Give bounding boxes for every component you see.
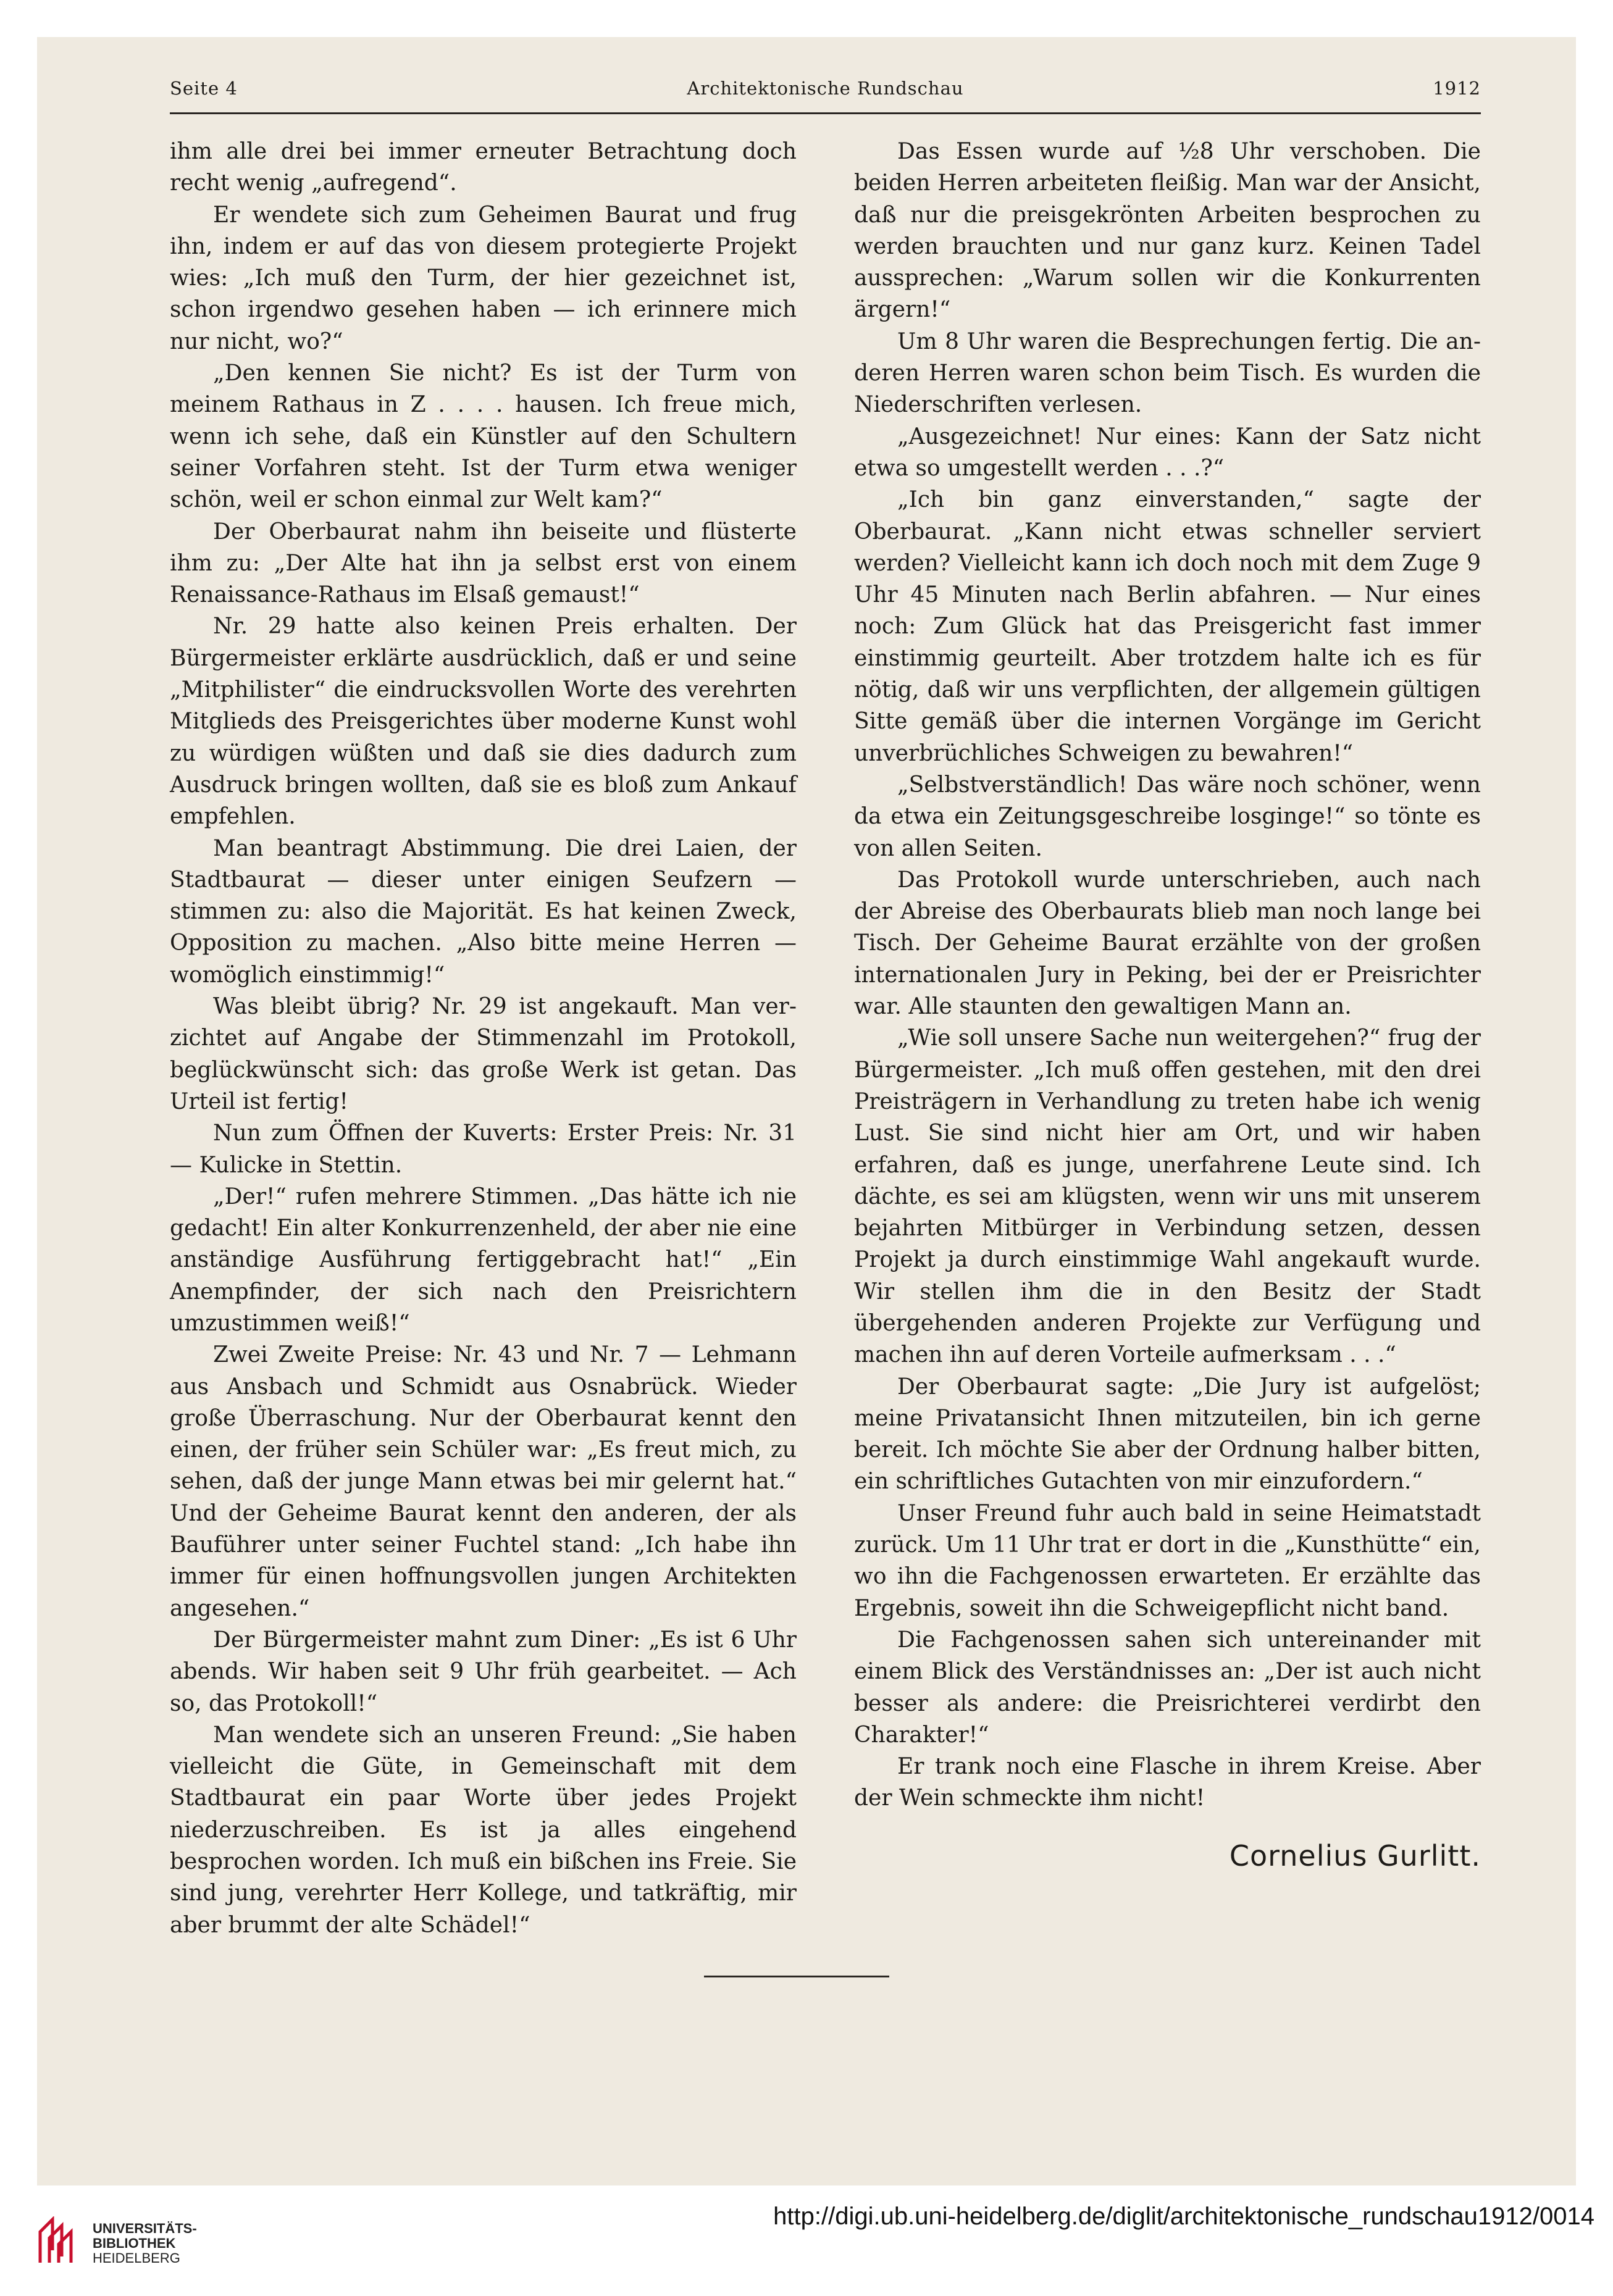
paragraph: „Der!“ rufen mehrere Stimmen. „Das hätte ich nie gedacht! Ein alter Konkurrenzenheld, der aber nie eine anständige Ausführung fertiggebracht hat!“ „Ein Anempfinder, der sich nach den Preisrichtern umzustimmen weiß!“ [170, 1183, 797, 1336]
library-line-1: UNIVERSITÄTS- [93, 2221, 197, 2236]
paragraph: Das Protokoll wurde unterschrieben, auch nach der Abreise des Oberbaurats blieb man noch lange bei Tisch. Der Geheime Baurat erzählte von der großen internationalen Jury in Peking, bei der er Preisrichter war. Alle staunten den gewaltigen Mann an. [854, 867, 1481, 1020]
paragraph: ihm alle drei bei immer erneuter Betrachtung doch recht wenig „aufregend“. [170, 139, 797, 196]
paragraph: Zwei Zweite Preise: Nr. 43 und Nr. 7 — Lehmann aus Ansbach und Schmidt aus Osnabrück. Wieder große Überraschung. Nur der Oberbaurat kennt den einen, der früher sein Schüler war: „Es freut mich, zu sehen, daß der junge Mann etwas bei mir gelernt hat.“ Und der Geheime Baurat kennt den anderen, der als Bauführer unter seiner Fuchtel stand: „Ich habe ihn immer für einen hoffnungsvollen jungen Architekten angesehen.“ [170, 1342, 797, 1621]
paragraph: Nr. 29 hatte also keinen Preis erhalten. Der Bürgermeister erklärte ausdrücklich, daß er und seine „Mitphilister“ die eindrucksvollen Worte des verehrten Mitglieds des Preisgerichtes über moderne Kunst wohl zu würdigen wüßten und daß sie dies dadurch zum Ausdruck bringen wollten, daß sie es bloß zum Ankauf empfehlen. [170, 614, 797, 830]
paragraph: „Ich bin ganz einverstanden,“ sagte der Oberbaurat. „Kann nicht etwas schneller serviert werden? Vielleicht kann ich doch noch mit dem Zuge 9 Uhr 45 Minuten nach Berlin abfahren. — Nur eines noch: Zum Glück hat das Preisgericht fast immer einstimmig geurteilt. Aber trotzdem halte ich es für nötig, daß wir uns verpflichten, der allgemein gültigen Sitte gemäß über die internen Vorgänge im Gericht unverbrüchliches Schweigen zu bewahren!“ [854, 487, 1481, 766]
paragraph: „Wie soll unsere Sache nun weitergehen?“ frug der Bürgermeister. „Ich muß offen gestehen, mit den drei Preisträgern in Verhandlung zu treten habe ich wenig Lust. Sie sind nicht hier am Ort, und wir haben erfahren, daß es junge, unerfahrene Leute sind. Ich dächte, es sei am klügsten, wenn wir uns mit unserem bejahrten Mitbürger in Verbindung setzen, dessen Projekt ja durch einstimmige Wahl angekauft wurde. Wir stellen ihm die in den Besitz der Stadt übergehenden anderen Projekte zur Verfügung und machen ihn auf deren Vorteile aufmerksam . . .“ [854, 1025, 1481, 1368]
paragraph: Unser Freund fuhr auch bald in seine Heimatstadt zurück. Um 11 Uhr trat er dort in die „Kunsthütte“ ein, wo ihn die Fachgenossen erwarteten. Er erzählte das Ergebnis, soweit ihn die Schweigepflicht nicht band. [854, 1500, 1481, 1621]
paragraph: Die Fachgenossen sahen sich untereinander mit einem Blick des Verständnisses an: „Der ist auch nicht besser als andere: die Preisrichterei verdirbt den Charakter!“ [854, 1627, 1481, 1748]
author-signature: Cornelius Gurlitt. [1229, 1839, 1481, 1872]
paragraph: Man wendete sich an unseren Freund: „Sie haben vielleicht die Güte, in Gemeinschaft mit dem Stadtbaurat ein paar Worte über jedes Projekt niederzuschreiben. Es ist ja alles eingehend besprochen worden. Ich muß ein bißchen ins Freie. Sie sind jung, verehrter Herr Kollege, und tatkräftig, mir aber brummt der alte Schädel!“ [170, 1722, 797, 1938]
library-logo-icon [37, 2216, 83, 2266]
journal-title: Architektonische Rundschau [687, 78, 964, 99]
scanned-page [37, 37, 1576, 2185]
page-number: Seite 4 [170, 78, 238, 99]
end-rule [704, 1976, 889, 1977]
right-column [854, 136, 1481, 1872]
paragraph: Der Oberbaurat sagte: „Die Jury ist aufgelöst; meine Privatansicht Ihnen mitzuteilen, bin ich gerne bereit. Ich möchte Sie aber der Ordnung halber bitten, ein schriftliches Gutachten von mir einzufordern.“ [854, 1374, 1481, 1495]
source-url-link[interactable]: http://digi.ub.uni-heidelberg.de/diglit/architektonische_rundschau1912/0014 [773, 2203, 1594, 2230]
paragraph: Er trank noch eine Flasche in ihrem Kreise. Aber der Wein schmeckte ihm nicht! [854, 1754, 1481, 1811]
paragraph: Man beantragt Abstimmung. Die drei Laien, der Stadtbaurat — dieser unter einigen Seufzern — stimmen zu: also die Majorität. Es hat keinen Zweck, Opposition zu machen. „Also bitte meine Herren — womöglich einstimmig!“ [170, 835, 797, 988]
header-rule [170, 112, 1481, 114]
paragraph: Der Oberbaurat nahm ihn beiseite und flüsterte ihm zu: „Der Alte hat ihn ja selbst erst von einem Renaissance-Rathaus im Elsaß gemaust!“ [170, 519, 797, 608]
paragraph: Das Essen wurde auf ½8 Uhr verschoben. Die beiden Herren arbeiteten fleißig. Man war der Ansicht, daß nur die preisgekrönten Arbeiten besprochen zu werden brauchten und nur ganz kurz. Keinen Tadel aussprechen: „Warum sollen wir die Konkurrenten ärgern!“ [854, 139, 1481, 323]
left-column [170, 136, 797, 1941]
paragraph: Um 8 Uhr waren die Besprechungen fertig. Die anderen Herren waren schon beim Tisch. Es wurden die Niederschriften verlesen. [854, 328, 1481, 418]
paragraph: Der Bürgermeister mahnt zum Diner: „Es ist 6 Uhr abends. Wir haben seit 9 Uhr früh gearbeitet. — Ach so, das Protokoll!“ [170, 1627, 797, 1716]
paragraph: Nun zum Öffnen der Kuverts: Erster Preis: Nr. 31 — Kulicke in Stettin. [170, 1121, 797, 1178]
running-header [170, 78, 1481, 109]
paragraph: Er wendete sich zum Geheimen Baurat und frug ihn, indem er auf das von diesem protegierte Projekt wies: „Ich muß den Turm, der hier gezeichnet ist, schon irgendwo gesehen haben — ich erinnere mich nur nicht, wo?“ [170, 202, 797, 354]
paragraph: „Den kennen Sie nicht? Es ist der Turm von meinem Rathaus in Z . . . . hausen. Ich freue mich, wenn ich sehe, daß ein Künstler auf den Schultern seiner Vorfahren steht. Ist der Turm etwa weniger schön, weil er schon einmal zur Welt kam?“ [170, 361, 797, 513]
paragraph: „Selbstverständlich! Das wäre noch schöner, wenn da etwa ein Zeitungsgeschreibe losginge!“ so tönte es von allen Seiten. [854, 772, 1481, 861]
year: 1912 [1433, 78, 1481, 99]
library-line-3: HEIDELBERG [93, 2250, 180, 2266]
paragraph: Was bleibt übrig? Nr. 29 ist angekauft. Man verzichtet auf Angabe der Stimmenzahl im Protokoll, beglückwünscht sich: das große Werk ist getan. Das Urteil ist fertig! [170, 994, 797, 1114]
library-line-2: BIBLIOTHEK [93, 2235, 176, 2251]
footer-bar [0, 2185, 1613, 2296]
paragraph: „Ausgezeichnet! Nur eines: Kann der Satz nicht etwa so umgestellt werden . . .?“ [854, 424, 1481, 481]
library-name [93, 2221, 197, 2266]
